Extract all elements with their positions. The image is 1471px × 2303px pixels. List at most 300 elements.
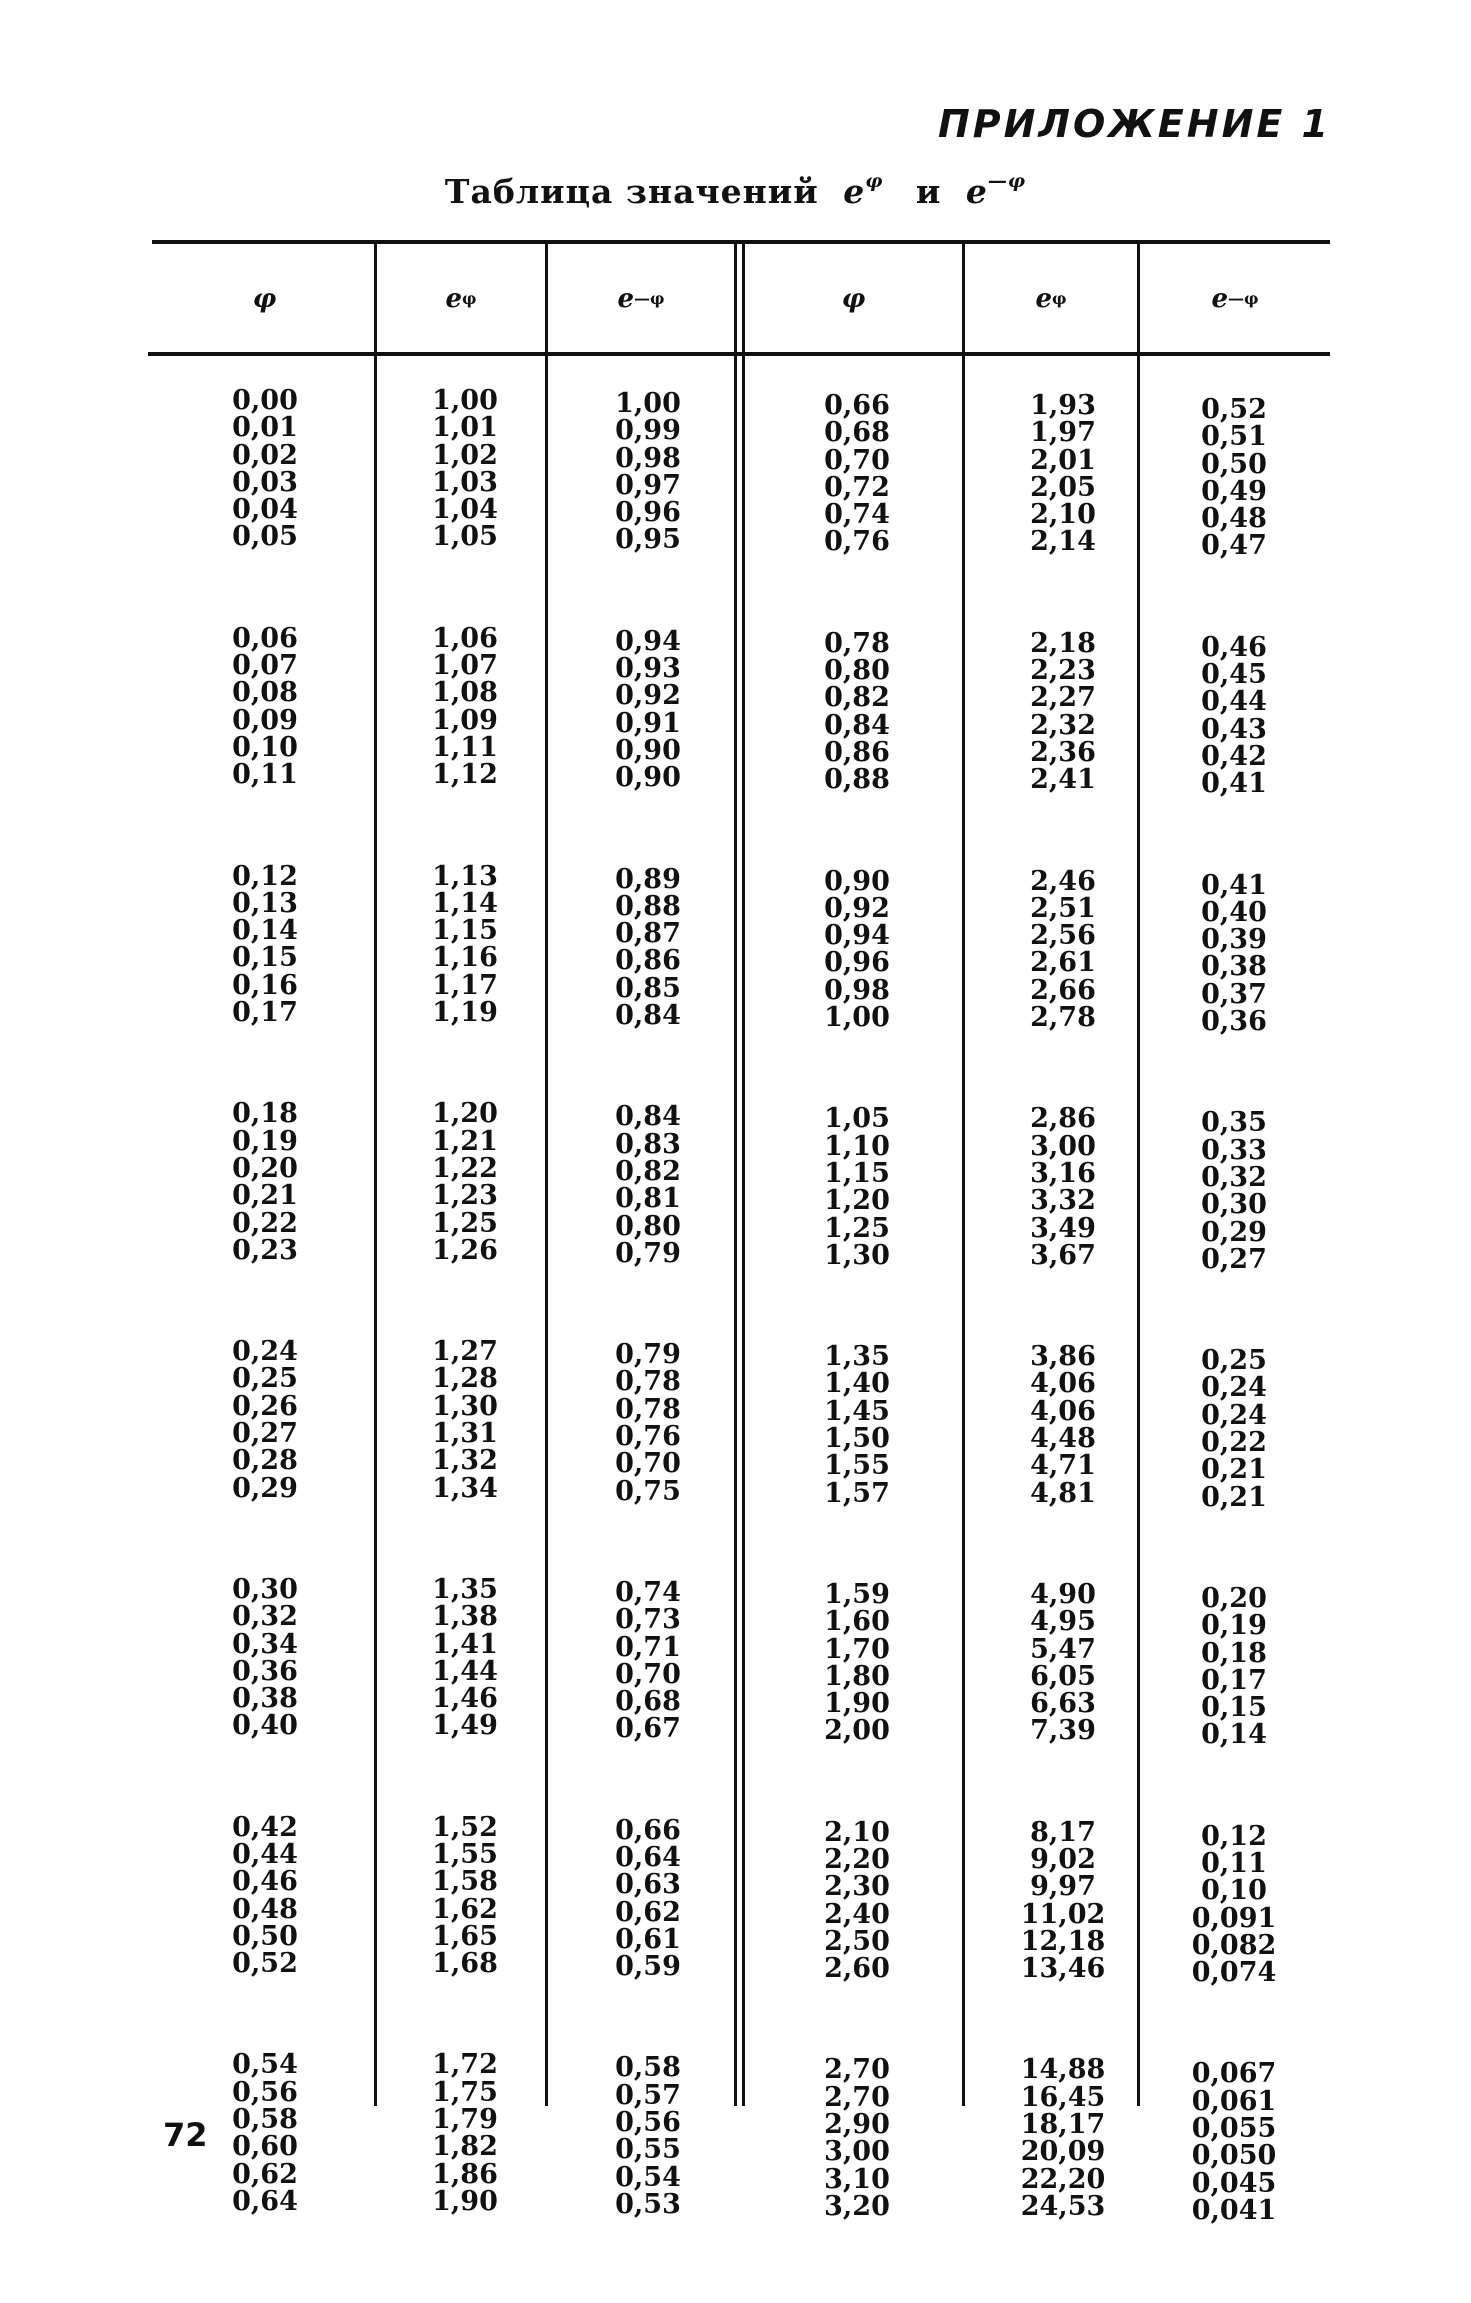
table-cell: 6,63	[1030, 1688, 1096, 1720]
table-cell: 0,19	[1201, 1610, 1267, 1642]
table-cell: 0,53	[615, 2188, 681, 2220]
table-cell: 1,93	[1030, 390, 1096, 421]
table-cell: 11,02	[1020, 1898, 1106, 1930]
value-group	[395, 1811, 535, 1980]
table-cell: 0,90	[615, 762, 681, 794]
table-cell: 0,70	[824, 444, 890, 476]
table-cell: 1,21	[432, 1125, 498, 1157]
table-cell: 0,27	[1201, 1243, 1267, 1275]
value-group	[993, 1816, 1133, 1985]
table-cell: 1,17	[432, 969, 498, 1001]
value-group	[195, 1100, 335, 1264]
table-cell: 0,84	[615, 1101, 681, 1133]
table-cell: 1,14	[432, 887, 498, 919]
table-cell: 0,96	[615, 497, 681, 529]
table-cell: 0,64	[232, 2185, 298, 2217]
table-cell: 0,22	[232, 1207, 298, 1239]
column-phi-2	[787, 392, 927, 2294]
table-cell: 0,050	[1191, 2140, 1277, 2172]
table-cell: 9,02	[1030, 1843, 1096, 1875]
table-cell: 0,30	[1201, 1189, 1267, 1221]
table-cell: 0,81	[615, 1183, 681, 1215]
table-cell: 0,42	[232, 1811, 298, 1843]
table-cell: 0,21	[232, 1180, 298, 1212]
table-cell: 1,59	[824, 1578, 890, 1610]
table-cell: 0,70	[615, 1448, 681, 1480]
table-cell: 1,23	[432, 1180, 498, 1212]
table-cell: 4,81	[1030, 1477, 1096, 1509]
center-double-divider	[734, 244, 737, 2106]
table-cell: 0,05	[232, 521, 298, 553]
column-exp-phi-2	[993, 392, 1133, 2294]
table-cell: 0,79	[615, 1339, 681, 1371]
table-cell: 1,35	[824, 1341, 890, 1373]
table-cell: 1,11	[432, 731, 498, 763]
table-cell: 0,62	[232, 2158, 298, 2190]
table-cell: 12,18	[1020, 1925, 1106, 1957]
table-cell: 2,20	[824, 1843, 890, 1875]
table-cell: 1,26	[432, 1234, 498, 1266]
table-cell: 0,20	[232, 1152, 298, 1184]
table-cell: 2,50	[824, 1925, 890, 1957]
table-cell: 0,90	[615, 734, 681, 766]
value-group	[578, 863, 718, 1032]
table-cell: 2,56	[1030, 920, 1096, 952]
table-cell: 1,20	[432, 1098, 498, 1130]
table-title-text: Таблица значений	[444, 172, 819, 211]
header-exp-phi-2: e φ	[1035, 283, 1067, 314]
table-cell: 1,40	[824, 1368, 890, 1400]
table-cell: 0,061	[1191, 2085, 1277, 2117]
table-cell: 3,67	[1030, 1239, 1096, 1271]
table-cell: 0,99	[615, 415, 681, 447]
table-cell: 2,10	[1030, 499, 1096, 531]
column-exp-neg-phi-2	[1164, 396, 1304, 2298]
table-cell: 0,66	[615, 1814, 681, 1846]
table-cell: 0,49	[1201, 475, 1267, 507]
table-cell: 1,30	[432, 1390, 498, 1422]
table-cell: 1,07	[432, 650, 498, 682]
table-cell: 1,09	[432, 704, 498, 736]
table-cell: 0,78	[824, 627, 890, 659]
table-cell: 1,25	[432, 1207, 498, 1239]
table-cell: 1,08	[432, 677, 498, 709]
table-cell: 1,16	[432, 942, 498, 974]
table-cell: 1,79	[432, 2104, 498, 2136]
table-cell: 0,64	[615, 1841, 681, 1873]
table-cell: 22,20	[1020, 2163, 1106, 2195]
table-cell: 2,00	[824, 1715, 890, 1747]
value-group	[787, 1105, 927, 1269]
table-cell: 0,58	[615, 2052, 681, 2084]
table-cell: 0,66	[824, 390, 890, 421]
table-cell: 0,27	[232, 1418, 298, 1450]
table-cell: 0,20	[1201, 1582, 1267, 1614]
center-double-divider	[742, 244, 745, 2106]
value-group	[195, 2051, 335, 2215]
table-cell: 0,07	[232, 650, 298, 682]
table-cell: 2,66	[1030, 974, 1096, 1006]
column-exp-neg-phi-1	[578, 390, 718, 2292]
table-cell: 0,23	[232, 1234, 298, 1266]
value-group	[578, 2054, 718, 2218]
value-group	[1164, 2060, 1304, 2224]
table-cell: 0,91	[615, 707, 681, 739]
table-cell: 1,38	[432, 1601, 498, 1633]
value-group	[578, 1103, 718, 1267]
value-group	[395, 1338, 535, 1502]
table-cell: 0,84	[824, 709, 890, 741]
column-exp-phi-1	[395, 387, 535, 2289]
table-cell: 0,76	[824, 526, 890, 558]
table-cell: 0,11	[232, 759, 298, 791]
value-group	[578, 1576, 718, 1745]
table-cell: 1,35	[432, 1573, 498, 1605]
table-cell: 0,44	[232, 1838, 298, 1870]
value-group	[1164, 396, 1304, 560]
table-cell: 2,61	[1030, 947, 1096, 979]
table-cell: 2,70	[824, 2054, 890, 2086]
table-cell: 1,15	[824, 1157, 890, 1189]
table-cell: 0,09	[232, 704, 298, 736]
table-cell: 2,60	[824, 1953, 890, 1985]
table-cell: 1,55	[432, 1838, 498, 1870]
table-cell: 0,74	[615, 1576, 681, 1608]
table-cell: 1,90	[432, 2185, 498, 2217]
table-cell: 0,40	[1201, 896, 1267, 928]
table-cell: 1,57	[824, 1477, 890, 1509]
table-cell: 2,51	[1030, 892, 1096, 924]
value-group	[195, 1811, 335, 1980]
table-cell: 1,30	[824, 1239, 890, 1271]
value-group	[1164, 1109, 1304, 1273]
table-cell: 1,97	[1030, 417, 1096, 449]
value-group	[195, 622, 335, 791]
table-cell: 0,03	[232, 466, 298, 498]
table-cell: 1,90	[824, 1688, 890, 1720]
table-cell: 1,05	[824, 1103, 890, 1135]
table-cell: 0,58	[232, 2104, 298, 2136]
value-group	[1164, 631, 1304, 800]
table-cell: 1,86	[432, 2158, 498, 2190]
title-symbol-exp-neg: $e^{—\varphi}$	[965, 170, 1027, 211]
table-cell: 2,01	[1030, 444, 1096, 476]
table-cell: 0,42	[1201, 740, 1267, 772]
value-group	[993, 1578, 1133, 1747]
table-cell: 0,39	[1201, 924, 1267, 956]
table-cell: 2,46	[1030, 865, 1096, 897]
table-cell: 0,63	[615, 1869, 681, 1901]
table-cell: 0,13	[232, 887, 298, 919]
table-cell: 3,32	[1030, 1185, 1096, 1217]
value-group	[993, 627, 1133, 796]
table-cell: 20,09	[1020, 2136, 1106, 2168]
table-cell: 0,78	[615, 1393, 681, 1425]
table-cell: 24,53	[1020, 2190, 1106, 2222]
table-cell: 0,21	[1201, 1454, 1267, 1486]
table-cell: 1,41	[432, 1628, 498, 1660]
table-cell: 0,19	[232, 1125, 298, 1157]
table-cell: 0,60	[232, 2131, 298, 2163]
table-cell: 1,50	[824, 1423, 890, 1455]
table-cell: 0,14	[1201, 1719, 1267, 1751]
table-cell: 0,56	[232, 2076, 298, 2108]
table-cell: 1,45	[824, 1395, 890, 1427]
table-cell: 0,62	[615, 1896, 681, 1928]
header-phi-2: φ	[841, 283, 866, 314]
table-cell: 1,62	[432, 1893, 498, 1925]
value-group	[787, 1816, 927, 1985]
table-cell: 0,85	[615, 972, 681, 1004]
table-cell: 0,94	[824, 920, 890, 952]
value-group	[578, 625, 718, 794]
table-cell: 0,61	[615, 1923, 681, 1955]
table-cell: 6,05	[1030, 1660, 1096, 1692]
page-number: 72	[163, 2116, 208, 2154]
table-cell: 0,45	[1201, 659, 1267, 691]
table-cell: 2,05	[1030, 471, 1096, 503]
table-cell: 0,94	[615, 625, 681, 657]
table-cell: 0,73	[615, 1604, 681, 1636]
value-group	[195, 1338, 335, 1502]
table-cell: 0,74	[824, 499, 890, 531]
table-cell: 1,27	[432, 1336, 498, 1368]
table-cell: 1,52	[432, 1811, 498, 1843]
table-cell: 1,20	[824, 1185, 890, 1217]
table-cell: 1,49	[432, 1710, 498, 1742]
value-group	[787, 2056, 927, 2220]
table-cell: 4,90	[1030, 1578, 1096, 1610]
table-cell: 1,03	[432, 466, 498, 498]
value-group	[395, 622, 535, 791]
value-group	[787, 627, 927, 796]
header-exp-phi-1: e φ	[445, 283, 477, 314]
table-cell: 0,93	[615, 653, 681, 685]
table-cell: 0,40	[232, 1710, 298, 1742]
table-cell: 0,41	[1201, 869, 1267, 901]
table-cell: 1,06	[432, 622, 498, 654]
table-cell: 1,02	[432, 439, 498, 471]
table-cell: 0,08	[232, 677, 298, 709]
table-cell: 0,98	[824, 974, 890, 1006]
column-divider	[962, 244, 965, 2106]
table-cell: 0,95	[615, 524, 681, 556]
column-divider	[545, 244, 548, 2106]
table-cell: 0,12	[232, 860, 298, 892]
table-cell: 0,54	[615, 2161, 681, 2193]
table-cell: 0,48	[1201, 503, 1267, 535]
table-cell: 0,52	[232, 1948, 298, 1980]
table-cell: 0,10	[1201, 1875, 1267, 1907]
table-cell: 1,32	[432, 1445, 498, 1477]
value-group	[993, 392, 1133, 556]
value-group	[787, 1578, 927, 1747]
table-cell: 1,25	[824, 1212, 890, 1244]
table-cell: 1,12	[432, 759, 498, 791]
header-exp-neg-phi-2: e —φ	[1211, 283, 1259, 314]
table-cell: 0,38	[1201, 951, 1267, 983]
table-cell: 0,37	[1201, 978, 1267, 1010]
table-cell: 0,30	[232, 1573, 298, 1605]
table-cell: 0,06	[232, 622, 298, 654]
table-cell: 4,95	[1030, 1606, 1096, 1638]
column-divider	[374, 244, 377, 2106]
value-group	[1164, 869, 1304, 1038]
table-cell: 0,18	[1201, 1637, 1267, 1669]
table-cell: 1,82	[432, 2131, 498, 2163]
table-cell: 0,46	[232, 1866, 298, 1898]
table-cell: 0,96	[824, 947, 890, 979]
table-cell: 2,18	[1030, 627, 1096, 659]
table-cell: 0,17	[232, 997, 298, 1029]
table-cell: 0,88	[615, 890, 681, 922]
table-cell: 0,80	[615, 1210, 681, 1242]
table-cell: 1,70	[824, 1633, 890, 1665]
value-group	[787, 392, 927, 556]
table-cell: 0,16	[232, 969, 298, 1001]
value-group	[395, 1100, 535, 1264]
table-cell: 2,41	[1030, 764, 1096, 796]
table-cell: 1,44	[432, 1655, 498, 1687]
table-cell: 4,48	[1030, 1423, 1096, 1455]
table-cell: 0,14	[232, 915, 298, 947]
table-cell: 0,26	[232, 1390, 298, 1422]
table-cell: 0,59	[615, 1951, 681, 1983]
table-cell: 0,24	[232, 1336, 298, 1368]
table-cell: 14,88	[1020, 2054, 1106, 2086]
table-cell: 13,46	[1020, 1953, 1106, 1985]
table-cell: 1,34	[432, 1472, 498, 1504]
table-cell: 0,86	[615, 945, 681, 977]
table-title	[0, 170, 1471, 211]
table-cell: 0,80	[824, 655, 890, 687]
table-cell: 1,19	[432, 997, 498, 1029]
table-cell: 0,32	[1201, 1161, 1267, 1193]
title-conjunction: и	[915, 172, 942, 211]
table-cell: 2,86	[1030, 1103, 1096, 1135]
value-group	[578, 390, 718, 554]
table-cell: 0,055	[1191, 2113, 1277, 2145]
value-group	[993, 865, 1133, 1034]
table-cell: 1,55	[824, 1450, 890, 1482]
value-group	[395, 1573, 535, 1742]
table-cell: 1,04	[432, 494, 498, 526]
table-cell: 16,45	[1020, 2081, 1106, 2113]
table-cell: 0,24	[1201, 1372, 1267, 1404]
table-cell: 2,27	[1030, 682, 1096, 714]
table-cell: 1,00	[824, 1002, 890, 1034]
table-cell: 0,97	[615, 469, 681, 501]
value-group	[195, 387, 335, 551]
table-cell: 1,68	[432, 1948, 498, 1980]
table-cell: 0,92	[615, 680, 681, 712]
table-cell: 0,92	[824, 892, 890, 924]
value-group	[578, 1341, 718, 1505]
table-cell: 1,01	[432, 412, 498, 444]
table-cell: 0,12	[1201, 1820, 1267, 1852]
table-cell: 3,49	[1030, 1212, 1096, 1244]
header-exp-neg-phi-1: e —φ	[617, 283, 665, 314]
table-cell: 5,47	[1030, 1633, 1096, 1665]
table-cell: 2,36	[1030, 736, 1096, 768]
table-cell: 0,47	[1201, 530, 1267, 562]
column-divider	[1137, 244, 1140, 2106]
table-cell: 2,10	[824, 1816, 890, 1848]
table-cell: 0,55	[615, 2134, 681, 2166]
table-cell: 3,00	[1030, 1130, 1096, 1162]
table-cell: 1,28	[432, 1363, 498, 1395]
table-cell: 1,05	[432, 521, 498, 553]
value-group	[787, 1343, 927, 1507]
table-cell: 2,70	[824, 2081, 890, 2113]
table-cell: 1,58	[432, 1866, 498, 1898]
table-cell: 0,67	[615, 1713, 681, 1745]
table-cell: 0,34	[232, 1628, 298, 1660]
table-cell: 0,44	[1201, 686, 1267, 718]
table-cell: 0,00	[232, 385, 298, 416]
value-group	[195, 1573, 335, 1742]
table-cell: 0,88	[824, 764, 890, 796]
table-cell: 0,72	[824, 471, 890, 503]
table-cell: 0,29	[1201, 1216, 1267, 1248]
value-group	[993, 1105, 1133, 1269]
table-cell: 0,68	[615, 1686, 681, 1718]
table-cell: 1,75	[432, 2076, 498, 2108]
table-cell: 0,38	[232, 1683, 298, 1715]
table-cell: 0,50	[1201, 448, 1267, 480]
table-cell: 0,17	[1201, 1664, 1267, 1696]
table-cell: 1,10	[824, 1130, 890, 1162]
table-cell: 0,83	[615, 1128, 681, 1160]
table-cell: 0,041	[1191, 2194, 1277, 2226]
table-cell: 1,15	[432, 915, 498, 947]
value-group	[993, 1343, 1133, 1507]
table-cell: 0,082	[1191, 1929, 1277, 1961]
table-cell: 1,22	[432, 1152, 498, 1184]
appendix-label: ПРИЛОЖЕНИЕ 1	[937, 102, 1331, 146]
table-cell: 3,10	[824, 2163, 890, 2195]
table-cell: 0,84	[615, 1000, 681, 1032]
title-symbol-exp: $e^\varphi$	[843, 170, 884, 211]
value-group	[395, 387, 535, 551]
table-cell: 3,16	[1030, 1157, 1096, 1189]
table-cell: 0,70	[615, 1658, 681, 1690]
table-cell: 2,90	[824, 2109, 890, 2141]
table-cell: 0,79	[615, 1237, 681, 1269]
table-cell: 0,43	[1201, 713, 1267, 745]
table-cell: 0,29	[232, 1472, 298, 1504]
table-cell: 0,15	[1201, 1692, 1267, 1724]
table-cell: 0,90	[824, 865, 890, 897]
table-cell: 0,067	[1191, 2058, 1277, 2090]
table-cell: 3,00	[824, 2136, 890, 2168]
table-cell: 0,36	[1201, 1006, 1267, 1038]
table-cell: 0,32	[232, 1601, 298, 1633]
value-group	[195, 860, 335, 1029]
table-cell: 1,80	[824, 1660, 890, 1692]
table-cell: 0,22	[1201, 1427, 1267, 1459]
table-cell: 1,00	[432, 385, 498, 416]
value-group	[395, 2051, 535, 2215]
table-cell: 0,68	[824, 417, 890, 449]
table-cell: 0,25	[232, 1363, 298, 1395]
table-cell: 0,074	[1191, 1957, 1277, 1989]
table-cell: 0,36	[232, 1655, 298, 1687]
table-cell: 1,72	[432, 2049, 498, 2081]
table-cell: 0,71	[615, 1631, 681, 1663]
table-cell: 0,045	[1191, 2167, 1277, 2199]
table-cell: 0,24	[1201, 1399, 1267, 1431]
